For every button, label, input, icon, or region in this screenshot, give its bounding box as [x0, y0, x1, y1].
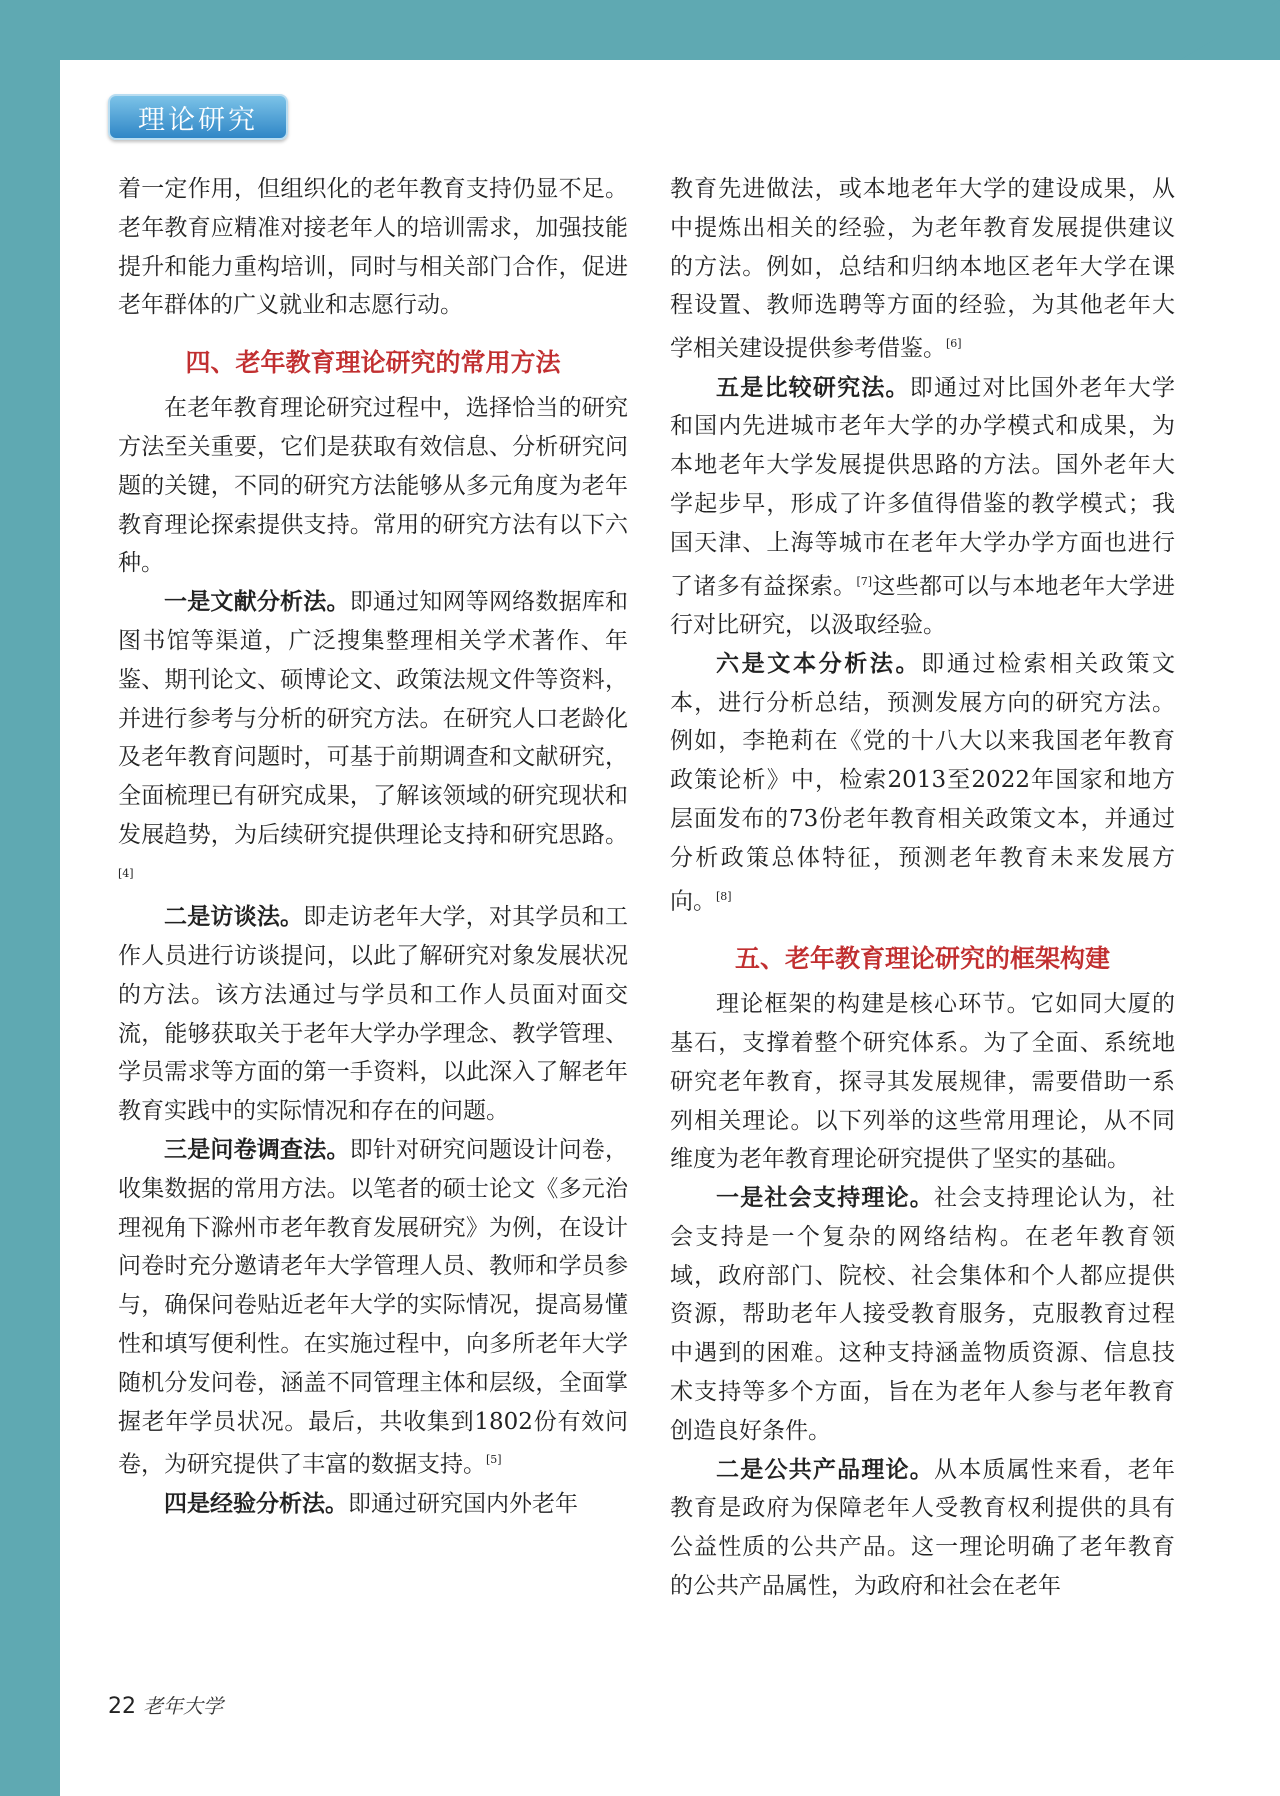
ref-8: [8]	[716, 889, 732, 903]
ref-7: [7]	[856, 574, 873, 588]
theory-1	[670, 1179, 1175, 1451]
theory-1-title: 一是社会支持理论。	[716, 1185, 934, 1212]
left-column	[118, 170, 628, 1524]
method-2-body: 即走访老年大学，对其学员和工作人员进行访谈提问，以此了解研究对象发展状况的方法。该方法通过与学员和工作人员面对面交流，能够获取关于老年大学办学理念、教学管理、学员需求等方面的第一手资料，以此深入了解老年教育实践中的实际情况和存在的问题。	[118, 904, 629, 1125]
page-footer	[108, 1690, 223, 1719]
method-6-title: 六是文本分析法。	[716, 650, 922, 677]
method-5	[670, 369, 1175, 645]
method-3-body: 即针对研究问题设计问卷，收集数据的常用方法。以笔者的硕士论文《多元治理视角下滁州市老年教育发展研究》为例，在设计问卷时充分邀请老年大学管理人员、教师和学员参与，确保问卷贴近老年大学的实际情况，提高易懂性和填写便利性。在实施过程中，向多所老年大学随机分发问卷，涵盖不同管理主体和层级，全面掌握老年学员状况。最后，共收集到1802份有效问卷，为研究提供了丰富的数据支持。	[118, 1136, 629, 1479]
ref-6: [6]	[946, 337, 962, 351]
page-margin-left	[0, 0, 60, 1796]
method-6-body: 即通过检索相关政策文本，进行分析总结，预测发展方向的研究方法。例如，李艳莉在《党的十八大以来我国老年教育政策论析》中，检索2013至2022年国家和地方层面发布的73份老年教育相关政策文本，并通过分析政策总体特征，预测老年教育未来发展方向。	[670, 650, 1176, 915]
method-2-title: 二是访谈法。	[164, 904, 304, 931]
theory-1-body: 社会支持理论认为，社会支持是一个复杂的网络结构。在老年教育领域，政府部门、院校、社会集体和个人都应提供资源，帮助老年人接受教育服务，克服教育过程中遇到的困难。这种支持涵盖物质资源、信息技术支持等多个方面，旨在为老年人参与老年教育创造良好条件。	[670, 1185, 1176, 1444]
method-3	[118, 1131, 628, 1485]
method-2	[118, 898, 628, 1131]
method-4	[118, 1485, 628, 1524]
method-5-body-b: 这些都可以与本地老年大学进行对比研究，以汲取经验。	[670, 573, 1176, 639]
magazine-name: 老年大学	[143, 1694, 223, 1718]
theory-2	[670, 1451, 1175, 1606]
section-tab: 理论研究	[108, 94, 288, 140]
method-1	[118, 583, 628, 898]
method-5-body-a: 即通过对比国外老年大学和国内先进城市老年大学的办学模式和成果，为本地老年大学发展提供思路的方法。国外老年大学起步早，形成了许多值得借鉴的教学模式；我国天津、上海等城市在老年大学办学方面也进行了诸多有益探索。	[670, 374, 1176, 600]
method-1-title: 一是文献分析法。	[164, 589, 350, 616]
section-heading-5: 五、老年教育理论研究的框架构建	[734, 944, 1110, 974]
method-1-body: 即通过知网等网络数据库和图书馆等渠道，广泛搜集整理相关学术著作、年鉴、期刊论文、硕博论文、政策法规文件等资料，并进行参考与分析的研究方法。在研究人口老龄化及老年教育问题时，可基于前期调查和文献研究，全面梳理已有研究成果，了解该领域的研究现状和发展趋势，为后续研究提供理论支持和研究思路。	[118, 589, 629, 848]
method-4-cont-text: 教育先进做法，或本地老年大学的建设成果，从中提炼出相关的经验，为老年教育发展提供建议的方法。例如，总结和归纳本地区老年大学在课程设置、教师选聘等方面的经验，为其他老年大学相关建设提供参考借鉴。	[670, 176, 1175, 362]
paragraph-framework: 理论框架的构建是核心环节。它如同大厦的基石，支撑着整个研究体系。为了全面、系统地研究老年教育，探寻其发展规律，需要借助一系列相关理论。以下列举的这些常用理论，从不同维度为老年教育理论研究提供了坚实的基础。	[670, 991, 1175, 1173]
method-6	[670, 645, 1175, 921]
method-3-title: 三是问卷调查法。	[164, 1136, 350, 1163]
ref-4: [4]	[118, 866, 134, 880]
section-heading-4: 四、老年教育理论研究的常用方法	[185, 348, 561, 378]
method-5-title: 五是比较研究法。	[716, 374, 910, 401]
ref-5: [5]	[486, 1453, 502, 1467]
theory-2-title: 二是公共产品理论。	[716, 1456, 934, 1483]
page-number: 22	[108, 1694, 136, 1719]
method-4-body: 即通过研究国内外老年	[348, 1490, 578, 1517]
method-4-title: 四是经验分析法。	[164, 1490, 348, 1517]
paragraph-methods: 在老年教育理论研究过程中，选择恰当的研究方法至关重要，它们是获取有效信息、分析研究问题的关键，不同的研究方法能够从多元角度为老年教育理论探索提供支持。常用的研究方法有以下六种。	[118, 395, 628, 577]
right-column	[670, 170, 1175, 1606]
paragraph-intro: 着一定作用，但组织化的老年教育支持仍显不足。老年教育应精准对接老年人的培训需求，加强技能提升和能力重构培训，同时与相关部门合作，促进老年群体的广义就业和志愿行动。	[118, 176, 628, 319]
page-corner	[1180, 0, 1280, 60]
theory-2-body: 从本质属性来看，老年教育是政府为保障老年人受教育权利提供的具有公益性质的公共产品。这一理论明确了老年教育的公共产品属性，为政府和社会在老年	[670, 1456, 1176, 1600]
method-4-continued	[670, 170, 1175, 369]
